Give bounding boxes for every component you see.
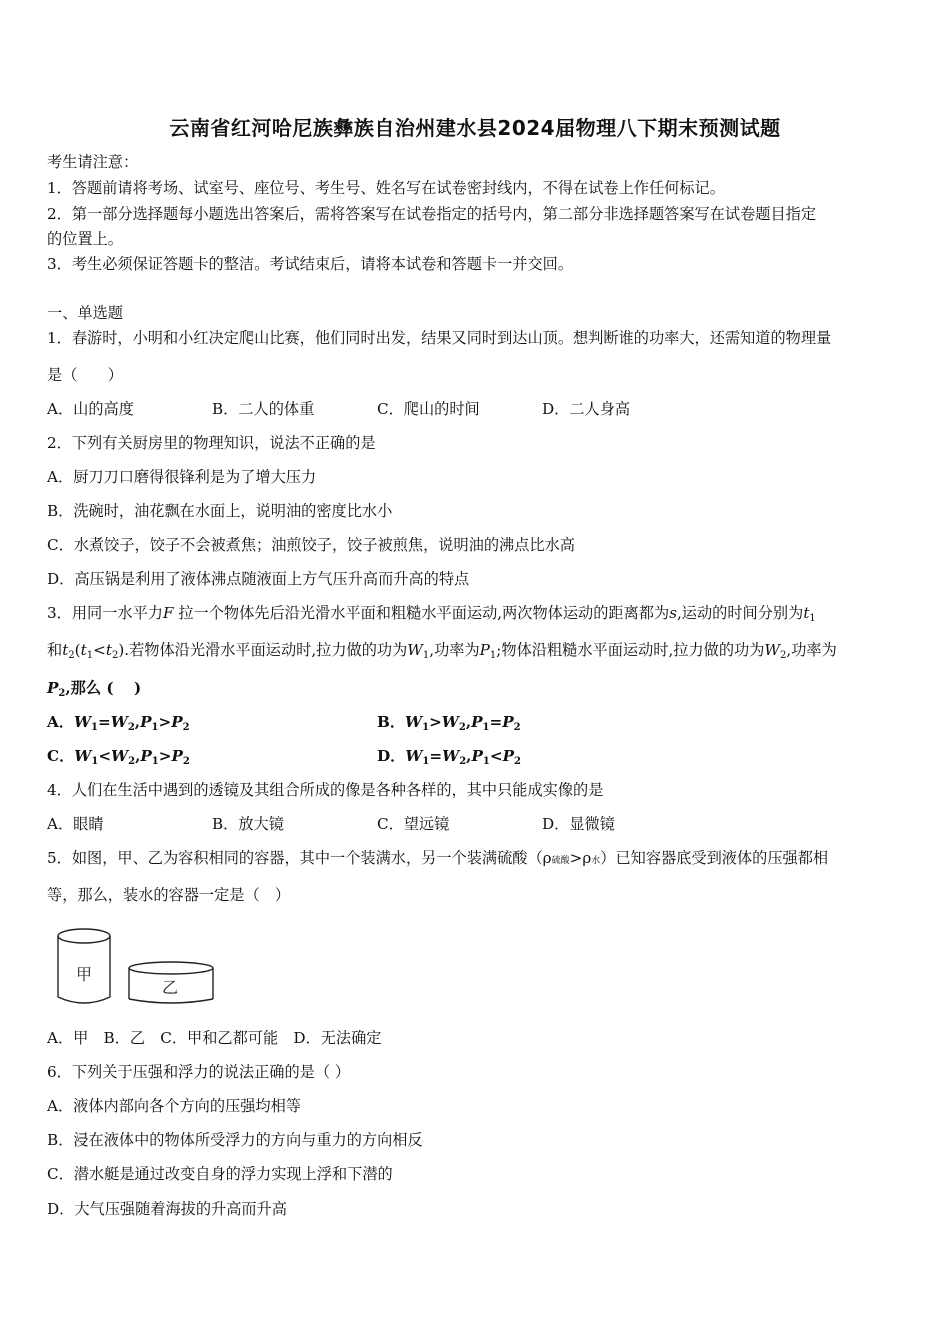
q2-stem: 2．下列有关厨房里的物理知识，说法不正确的是 [47,434,376,452]
q6-stem: 6．下列关于压强和浮力的说法正确的是（ ） [47,1063,351,1081]
q2-option-d: D．高压锅是利用了液体沸点随液面上方气压升高而升高的特点 [47,570,470,588]
q2-option-b: B．洗碗时，油花飘在水面上，说明油的密度比水小 [47,502,393,520]
q4-option-c: C．望远镜 [377,815,450,833]
notice-item-3: 3．考生必须保证答题卡的整洁。考试结束后，请将本试卷和答题卡一并交回。 [47,255,574,273]
q3-stem: 3．用同一水平力F 拉一个物体先后沿光滑水平面和粗糙水平面运动,两次物体运动的距离都为s,运动的时间分别为$t_1$ [47,604,816,624]
q6-option-c: C．潜水艇是通过改变自身的浮力实现上浮和下潜的 [47,1165,393,1183]
q5-stem: 5．如图，甲、乙为容积相同的容器，其中一个装满水，另一个装满硫酸（ρ硫酸>ρ水）已知容器底受到液体的压强都相 [47,849,829,867]
q5-stem-cont: 等，那么，装水的容器一定是（ ） [47,886,290,904]
q3-stem-end: $P_2$,那么 ( ) [47,679,142,699]
q5-containers-figure [50,925,220,1010]
q1-option-c: C．爬山的时间 [377,400,480,418]
q2-option-c: C．水煮饺子，饺子不会被煮焦；油煎饺子，饺子被煎焦，说明油的沸点比水高 [47,536,575,554]
q6-option-a: A．液体内部向各个方向的压强均相等 [47,1097,301,1115]
q4-stem: 4．人们在生活中遇到的透镜及其组合所成的像是各种各样的，其中只能成实像的是 [47,781,604,799]
q3-option-a: A．$W_1=W_2,P_1>P_2$ [47,713,190,733]
q4-option-b: B．放大镜 [212,815,284,833]
notice-item-2-cont: 的位置上。 [47,230,123,248]
q1-option-d: D．二人身高 [542,400,631,418]
q3-option-b: B．$W_1>W_2,P_1=P_2$ [377,713,521,733]
q1-stem: 1．春游时，小明和小红决定爬山比赛，他们同时出发，结果又同时到达山顶。想判断谁的功率大，还需知道的物理量 [47,329,832,347]
q3-stem-cont: 和$t_2(t_1<t_2)$.若物体沿光滑水平面运动时,拉力做的功为$W_1$,功率为$P_1$;物体沿粗糙水平面运动时,拉力做的功为$W_2$,功率为 [47,641,837,661]
q4-option-d: D．显微镜 [542,815,615,833]
q4-option-a: A．眼睛 [47,815,104,833]
q3-option-c: C．$W_1<W_2,P_1>P_2$ [47,747,190,767]
q1-option-a: A．山的高度 [47,400,134,418]
notice-item-2: 2．第一部分选择题每小题选出答案后，需将答案写在试卷指定的括号内，第二部分非选择题答案写在试卷题目指定 [47,205,817,223]
q1-stem-cont: 是（ ） [47,366,123,384]
q6-option-b: B．浸在液体中的物体所受浮力的方向与重力的方向相反 [47,1131,423,1149]
q5-label-jia: 甲 [76,965,93,984]
section-heading: 一、单选题 [47,304,123,322]
q5-label-yi: 乙 [162,978,179,997]
q3-option-d: D．$W_1=W_2,P_1<P_2$ [377,747,521,767]
q2-option-a: A．厨刀刀口磨得很锋利是为了增大压力 [47,468,317,486]
q5-options: A．甲 B．乙 C．甲和乙都可能 D．无法确定 [47,1029,382,1047]
notice-heading: 考生请注意： [47,153,139,171]
page-title: 云南省红河哈尼族彝族自治州建水县2024届物理八下期末预测试题 [169,116,781,140]
q1-option-b: B．二人的体重 [212,400,315,418]
notice-item-1: 1．答题前请将考场、试室号、座位号、考生号、姓名写在试卷密封线内，不得在试卷上作任何标记。 [47,179,725,197]
q6-option-d: D．大气压强随着海拔的升高而升高 [47,1200,287,1218]
